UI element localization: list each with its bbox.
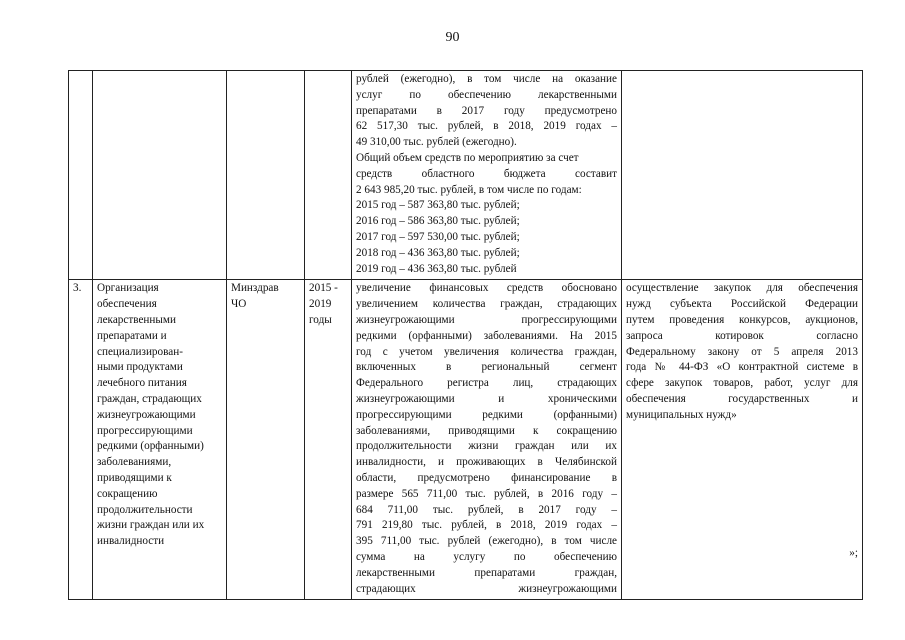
text-line: увеличением количества граждан, страдающих bbox=[356, 298, 617, 311]
text-line: обеспечения государственных и bbox=[626, 392, 858, 405]
text-line: Минздрав bbox=[231, 282, 279, 295]
cell-basis bbox=[622, 280, 863, 600]
text-line: запроса котировок согласно bbox=[626, 329, 858, 342]
text-line: год с учетом увеличения количества граждан, bbox=[356, 345, 617, 358]
text-line: нужд субъекта Российской Федерации bbox=[626, 298, 858, 311]
text-line: 2016 год – 586 363,80 тыс. рублей; bbox=[356, 215, 520, 228]
text-line: продолжительности bbox=[97, 503, 193, 516]
text-line: 791 219,80 тыс. рублей, в 2018, 2019 годах – bbox=[356, 519, 617, 532]
row-number: 3. bbox=[73, 282, 82, 295]
closing-quote-mark: »; bbox=[849, 546, 858, 559]
text-line: средств областного бюджета составит bbox=[356, 167, 617, 180]
text-line: жизнеугрожающими bbox=[97, 408, 196, 421]
text-line: редкими (орфанными) bbox=[97, 440, 204, 453]
text-line: 2 643 985,20 тыс. рублей, в том числе по годам: bbox=[356, 183, 582, 196]
table-row-3 bbox=[69, 280, 863, 600]
text-line: Общий объем средств по мероприятию за счет bbox=[356, 151, 579, 164]
text-line: включенных в региональный сегмент bbox=[356, 361, 617, 374]
text-line: сфере закупок товаров, работ, услуг для bbox=[626, 377, 858, 390]
cell-description bbox=[352, 280, 622, 600]
text-line: специализирован- bbox=[97, 345, 183, 358]
text-line: лекарственными bbox=[97, 313, 176, 326]
cell-number bbox=[69, 71, 93, 280]
text-line: 2018 год – 436 363,80 тыс. рублей; bbox=[356, 246, 520, 259]
text-line: лечебного питания bbox=[97, 377, 187, 390]
measures-table bbox=[68, 70, 863, 600]
text-line: заболеваниями, приводящими к сокращению bbox=[356, 424, 617, 437]
text-line: инвалидности, и проживающих в Челябинской bbox=[356, 456, 617, 469]
text-line: ными продуктами bbox=[97, 361, 183, 374]
cell-measure bbox=[93, 71, 227, 280]
text-line: Федерального регистра лиц, страдающих bbox=[356, 377, 617, 390]
cell-executor bbox=[227, 71, 305, 280]
text-line: 2015 - bbox=[309, 282, 338, 295]
text-line: прогрессирующими bbox=[97, 424, 193, 437]
cell-period bbox=[305, 71, 352, 280]
text-line: 62 517,30 тыс. рублей, в 2018, 2019 годах – bbox=[356, 120, 617, 133]
text-line: Федеральному закону от 5 апреля 2013 bbox=[626, 345, 858, 358]
text-line: 2019 год – 436 363,80 тыс. рублей bbox=[356, 262, 517, 275]
text-line: жизнеугрожающими прогрессирующими bbox=[356, 313, 617, 326]
text-line: редкими (орфанными) заболеваниями. На 2015 bbox=[356, 329, 617, 342]
text-line: размере 565 711,00 тыс. рублей, в 2016 году – bbox=[356, 487, 617, 500]
cell-measure bbox=[93, 280, 227, 600]
text-line: услуг по обеспечению лекарственными bbox=[356, 88, 617, 101]
table-row-continuation bbox=[69, 71, 863, 280]
text-line: жизни граждан или их bbox=[97, 519, 205, 532]
text-line: увеличение финансовых средств обосновано bbox=[356, 282, 617, 295]
text-line: граждан, страдающих bbox=[97, 392, 202, 405]
cell-period bbox=[305, 280, 352, 600]
text-line: года № 44-ФЗ «О контрактной системе в bbox=[626, 361, 858, 374]
text-line: препаратами и bbox=[97, 329, 167, 342]
text-line: муниципальных нужд» bbox=[626, 408, 737, 421]
cell-description bbox=[352, 71, 622, 280]
text-line: 395 711,00 тыс. рублей (ежегодно), в том числе bbox=[356, 535, 617, 548]
text-line: 684 711,00 тыс. рублей, в 2017 году – bbox=[356, 503, 617, 516]
text-line: путем проведения конкурсов, аукционов, bbox=[626, 313, 858, 326]
text-line: обеспечения bbox=[97, 298, 157, 311]
text-line: осуществление закупок для обеспечения bbox=[626, 282, 858, 295]
text-line: заболеваниями, bbox=[97, 456, 172, 469]
text-line: сокращению bbox=[97, 487, 158, 500]
text-line: 2019 bbox=[309, 298, 332, 311]
text-line: препаратами в 2017 году предусмотрено bbox=[356, 104, 617, 117]
text-line: приводящими к bbox=[97, 471, 172, 484]
text-line: ЧО bbox=[231, 298, 247, 311]
text-line: жизнеугрожающими и хроническими bbox=[356, 392, 617, 405]
cell-executor bbox=[227, 280, 305, 600]
text-line: прогрессирующими редкими (орфанными) bbox=[356, 408, 617, 421]
text-line: 2015 год – 587 363,80 тыс. рублей; bbox=[356, 199, 520, 212]
text-line: страдающих жизнеугрожающими bbox=[356, 582, 617, 595]
cell-number bbox=[69, 280, 93, 600]
text-line: области, предусмотрено финансирование в bbox=[356, 471, 617, 484]
text-line: Организация bbox=[97, 282, 159, 295]
text-line: лекарственными препаратами граждан, bbox=[356, 566, 617, 579]
text-line: годы bbox=[309, 313, 332, 326]
text-line: продолжительности жизни граждан или их bbox=[356, 440, 617, 453]
text-line: инвалидности bbox=[97, 535, 165, 548]
text-line: 49 310,00 тыс. рублей (ежегодно). bbox=[356, 136, 517, 149]
page-number: 90 bbox=[445, 30, 460, 45]
text-line: рублей (ежегодно), в том числе на оказание bbox=[356, 73, 617, 85]
cell-basis bbox=[622, 71, 863, 280]
text-line: сумма на услугу по обеспечению bbox=[356, 550, 617, 563]
text-line: 2017 год – 597 530,00 тыс. рублей; bbox=[356, 230, 520, 243]
